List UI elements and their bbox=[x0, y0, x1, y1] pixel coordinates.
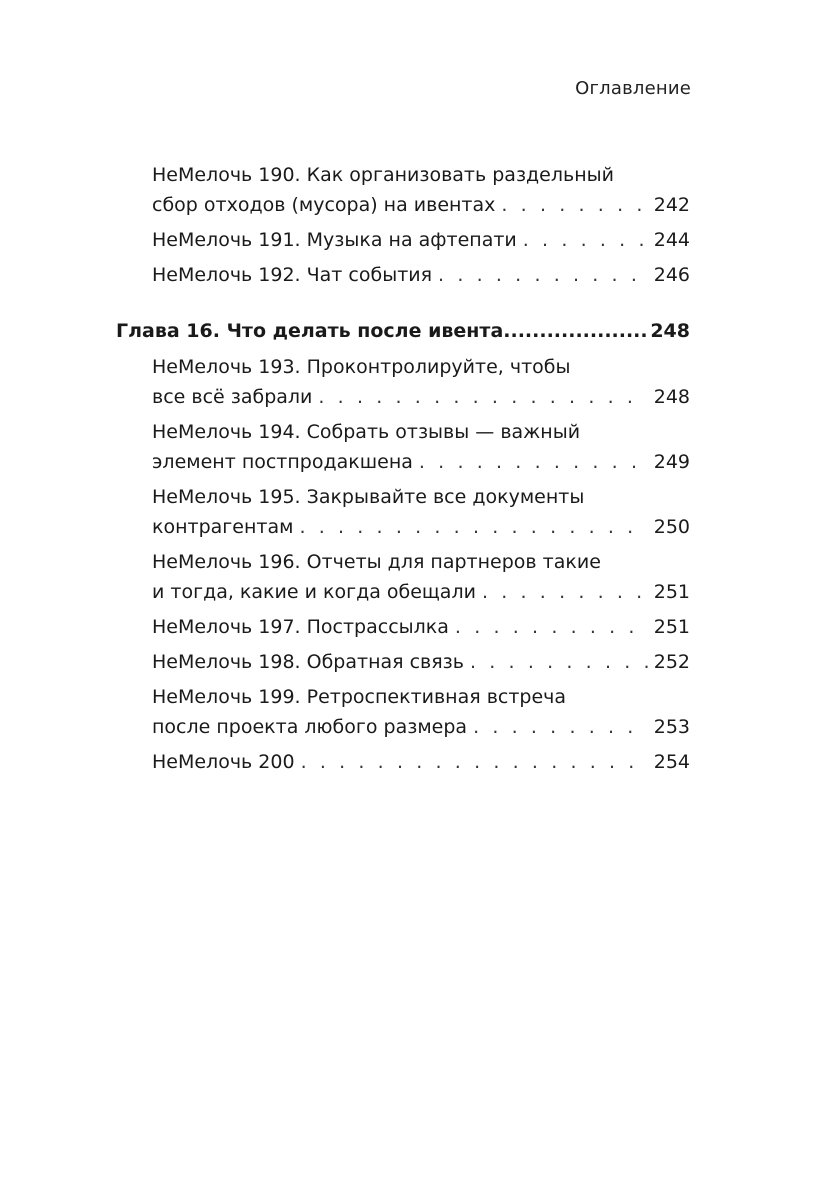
toc-entry-198 bbox=[152, 647, 690, 677]
toc-entry-title-line1: НеМелочь 195. Закрывайте все документы bbox=[152, 486, 585, 508]
toc-entry-193 bbox=[152, 352, 690, 412]
dot-leader bbox=[299, 512, 647, 542]
toc-entry-title-line1: НеМелочь 196. Отчеты для партнеров такие bbox=[152, 551, 601, 573]
toc-entry-title-line2: и тогда, какие и когда обещали bbox=[152, 581, 476, 603]
toc-entry-196 bbox=[152, 547, 690, 607]
toc-chapter-16 bbox=[116, 316, 690, 346]
dot-leader bbox=[318, 382, 647, 412]
dot-leader bbox=[419, 447, 648, 477]
toc-entry-page: 249 bbox=[653, 451, 690, 473]
dot-leader bbox=[438, 260, 648, 290]
toc-entry-title: НеМелочь 200 bbox=[152, 751, 295, 773]
toc-entry-page: 254 bbox=[653, 751, 690, 773]
dot-leader bbox=[301, 747, 648, 777]
toc-entry-page: 252 bbox=[653, 651, 690, 673]
dot-leader bbox=[482, 577, 648, 607]
toc-entry-page: 250 bbox=[653, 516, 690, 538]
chapter-page: 248 bbox=[650, 320, 690, 342]
toc-entry-title: НеМелочь 191. Музыка на афтепати bbox=[152, 229, 517, 251]
toc-entry-title-line2: все всё забрали bbox=[152, 386, 313, 408]
toc-entry-title-line1: НеМелочь 193. Проконтролируйте, чтобы bbox=[152, 356, 571, 378]
toc-entry-page: 251 bbox=[653, 581, 690, 603]
toc-entry-192 bbox=[152, 260, 690, 290]
toc-entry-194 bbox=[152, 417, 690, 477]
dot-leader bbox=[501, 190, 647, 220]
table-of-contents bbox=[116, 160, 690, 782]
dot-leader bbox=[473, 712, 648, 742]
toc-entry-page: 253 bbox=[653, 716, 690, 738]
toc-entry-page: 244 bbox=[653, 229, 690, 251]
toc-entry-title-line2: после проекта любого размера bbox=[152, 716, 468, 738]
toc-entry-195 bbox=[152, 482, 690, 542]
toc-entry-199 bbox=[152, 682, 690, 742]
dot-leader bbox=[470, 647, 648, 677]
toc-entry-page: 248 bbox=[653, 386, 690, 408]
toc-entry-197 bbox=[152, 612, 690, 642]
toc-entry-title-line2: сбор отходов (мусора) на ивентах bbox=[152, 194, 496, 216]
dot-leader bbox=[455, 612, 648, 642]
chapter-title: Глава 16. Что делать после ивента bbox=[116, 320, 504, 342]
toc-entry-title-line2: контрагентам bbox=[152, 516, 294, 538]
toc-entry-title-line1: НеМелочь 190. Как организовать раздельный bbox=[152, 164, 614, 186]
toc-entry-title-line1: НеМелочь 199. Ретроспективная встреча bbox=[152, 686, 567, 708]
toc-entry-title: НеМелочь 198. Обратная связь bbox=[152, 651, 464, 673]
toc-entry-191 bbox=[152, 225, 690, 255]
dot-leader bbox=[523, 225, 648, 255]
toc-entry-title: НеМелочь 192. Чат события bbox=[152, 264, 433, 286]
toc-entry-title-line2: элемент постпродакшена bbox=[152, 451, 413, 473]
toc-entry-page: 246 bbox=[653, 264, 690, 286]
toc-entry-200 bbox=[152, 747, 690, 777]
toc-entry-page: 242 bbox=[653, 194, 690, 216]
toc-entry-190 bbox=[152, 160, 690, 220]
toc-entry-page: 251 bbox=[653, 616, 690, 638]
running-header: Оглавление bbox=[575, 78, 691, 99]
toc-entry-title: НеМелочь 197. Пострассылка bbox=[152, 616, 449, 638]
dot-leader bbox=[503, 316, 648, 346]
toc-entry-title-line1: НеМелочь 194. Собрать отзывы — важный bbox=[152, 421, 581, 443]
